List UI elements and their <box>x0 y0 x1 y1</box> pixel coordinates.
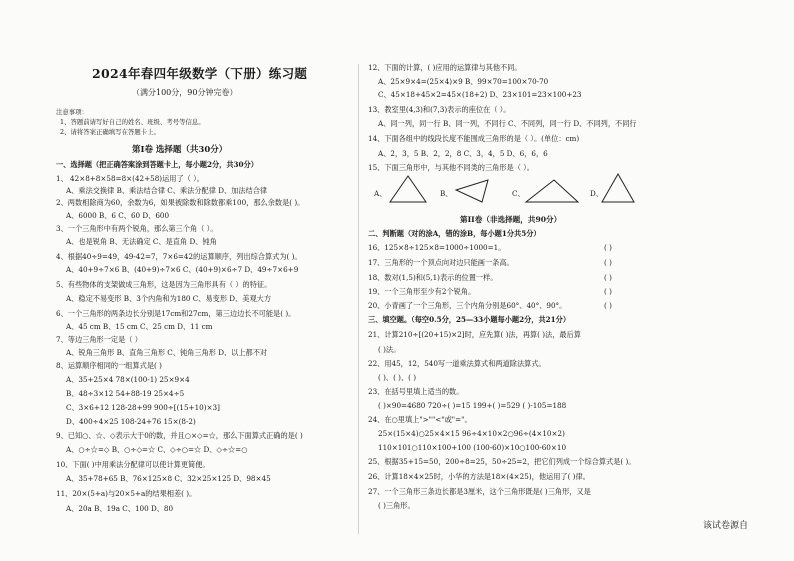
option-line: A、25×9×4=(25×4)×9 B、99×70=100×70-70 <box>378 77 549 86</box>
question-line: 13、教室里(4,3)和(7,3)表示的座位在（ ）。 <box>368 105 511 114</box>
option-line: A、锐角三角形 B、直角三角形 C、钝角三角形 D、以上都不对 <box>66 348 268 357</box>
option-line: C、3×6+12 128-28+99 900÷[(15+10)×3] <box>66 403 220 412</box>
option-line: A、35+25×4 78×(100-1) 25×9×4 <box>66 375 190 384</box>
note-line: 1、答题前请写好自己的姓名、班级、考号等信息。 <box>60 118 205 126</box>
judge-question: 20、小青画了一个三角形，三个内角分别是60°、40°、90°。 <box>368 301 567 310</box>
judge-question: 19、一个三角形至少有2个锐角。 <box>368 287 476 296</box>
triangle-label-d: D、 <box>590 189 603 198</box>
fill-question: ( )三角形。 <box>378 501 415 510</box>
question-line: 6、一个三角形的两条边长分别是17cm和27cm，第三边边长不可能是( )。 <box>56 309 296 318</box>
triangle-d-figure <box>600 172 636 204</box>
question-line: 14、下面各组中的线段长度不能围成三角形的是（ ）。(单位：cm) <box>368 134 580 143</box>
triangle-b-figure <box>454 178 494 204</box>
answer-blank[interactable]: ( ) <box>604 287 612 296</box>
judge-question: 16、125×8÷125×8=1000÷1000=1。 <box>368 243 506 252</box>
note-line: 2、请将答案正确填写在答题卡上。 <box>60 128 160 136</box>
section-one-heading: 一、选择题（把正确答案涂到答题卡上，每小题2分，共30分） <box>56 160 258 169</box>
part2-heading: 第II卷（非选择题，共90分） <box>460 215 562 224</box>
fill-question: 110×101○110×100+100 (100-60)×10○100-60×10 <box>378 443 567 452</box>
fill-question: 22、用45，12，540写一道乘法算式和两道除法算式。 <box>368 359 546 368</box>
fill-question: 25、根据35+15=50，200÷8=25，50÷25=2，把它们列成一个综合算式是( )。 <box>368 457 636 466</box>
fill-section-heading: 三、填空题。（每空0.5分，25—33小题每小题2分，共21分） <box>368 315 571 324</box>
question-line: 4、根据40÷9=49，49-42=7，7×6=42的运算顺序，列出综合算式为( )。 <box>56 252 302 261</box>
triangle-c-figure <box>524 178 580 204</box>
question-line: 3、一个三角形中有两个锐角，那么第三个角（ ）。 <box>56 224 218 233</box>
judge-question: 18、数对(1,5)和(5,1)表示的位置一样。 <box>368 273 498 282</box>
fill-question: 27、一个三角形三条边长都是3厘米，这个三角形既是( )三角形，又是 <box>368 487 591 496</box>
notes-heading: 注意事项： <box>56 108 88 116</box>
page-subtitle: （满分100分，90分钟完卷） <box>132 88 238 97</box>
option-line: A、40+9÷7×6 B、(40+9)÷7×6 C、(40+9)×6÷7 D、49÷7×6+9 <box>66 265 299 274</box>
option-line: D、400÷4×25 108-24+76 15×(8-2) <box>66 417 196 426</box>
option-line: A、2，3，5 B、2，2，8 C、3，4，5 D、6，6，6 <box>378 149 548 158</box>
part1-heading: 第Ⅰ卷 选择题（共30分） <box>132 145 228 155</box>
answer-blank[interactable]: ( ) <box>604 273 612 282</box>
option-line: A、○÷☆=◇ B、○÷◇=☆ C、◇÷○=☆ D、◇÷☆=○ <box>66 445 248 454</box>
option-line: A、20a B、19a C、100 D、80 <box>66 504 174 513</box>
answer-blank[interactable]: ( ) <box>604 258 612 267</box>
fill-question: ( )、( )、( ) <box>378 373 417 382</box>
judge-question: 17、三角形的一个顶点向对边只能画一条高。 <box>368 258 514 267</box>
fill-question: ( )法。 <box>378 345 401 354</box>
option-line: C、45×18+45×2=45×(18+2) D、23×101=23×100+23 <box>378 90 582 99</box>
triangle-label-b: B、 <box>440 189 453 198</box>
triangle-a-figure <box>388 174 428 204</box>
option-line: A、也是锐角 B、无法确定 C、是直角 D、钝角 <box>66 237 217 246</box>
option-line: A、稳定不易变形 B、3个内角和为180 C、易变形 D、美观大方 <box>66 294 272 303</box>
fill-question: 26、计算18×4×25时，小华的方法是18×(4×25)，他运用了( )律。 <box>368 472 590 481</box>
question-line: 11、20×(5+a)与20×5+a的结果相差( )。 <box>56 489 197 498</box>
option-line: A、35+78+65 B、76×125×8 C、32×25×125 D、98×45 <box>66 474 271 483</box>
triangle-label-a: A、 <box>374 189 387 198</box>
column-divider <box>358 64 359 534</box>
option-line: A、45 cm B、15 cm C、25 cm D、11 cm <box>66 322 213 331</box>
question-line: 8、运算顺序相同的一组算式是( ) <box>56 361 162 370</box>
question-line: 2、两数相除商为60，余数为6，如果被除数和除数都乘100，那么余数是( )。 <box>56 198 305 207</box>
answer-blank[interactable]: ( ) <box>604 243 612 252</box>
question-line: 12、下面的计算，( )应用的运算律与其他不同。 <box>368 63 522 72</box>
fill-question: 25×(15×4)○25×4×15 96÷4×10×2○96÷(4×10×2) <box>378 429 565 438</box>
fill-question: 21、计算210÷[(20+15)×2]时，应先算( )法，再算( )法，最后算 <box>368 330 581 339</box>
fill-question: 24、在○里填上">""<"或"="。 <box>368 415 472 424</box>
fill-question: 23、在括号里填上适当的数。 <box>368 387 464 396</box>
question-line: 15、下面三角形中，与其他不同类的三角形是（ ）。 <box>368 163 534 172</box>
footer-source-label: 该试卷源自 <box>703 521 749 531</box>
answer-blank[interactable]: ( ) <box>604 301 612 310</box>
option-line: A、6000 B、6 C、60 D、600 <box>66 211 170 220</box>
question-line: 7、等边三角形一定是（ ） <box>56 335 142 344</box>
option-line: B、48÷3×12 54+88-19 25×4÷5 <box>66 389 185 398</box>
question-line: 5、有些物体的支架做成三角形，这是因为三角形具有（ ）的特征。 <box>56 280 272 289</box>
fill-question: ( )×90=4680 720÷( )=15 199+( )=529 ( )-105=188 <box>378 401 567 410</box>
question-line: 1、 42×8+8×58=8×(42+58)运用了（ ）。 <box>56 174 204 183</box>
question-line: 10、下面( )中用乘法分配律可以使计算更简便。 <box>56 460 210 469</box>
page-title: 2024年春四年级数学（下册）练习题 <box>92 66 308 81</box>
option-line: A、乘法交换律 B、乘法结合律 C、乘法分配律 D、加法结合律 <box>66 186 268 195</box>
option-line: A、同一列，同一行 B、同一列，不同行 C、不同列，同一行 D、不同列，不同行 <box>378 119 637 128</box>
triangle-label-c: C、 <box>512 189 525 198</box>
question-line: 9、已知○、☆、◇表示大于0的数，并且○×◇=☆，那么下面算式正确的是( ) <box>56 431 303 440</box>
judge-section-heading: 二、判断题（对的涂A，错的涂B，每小题1分共5分） <box>368 229 541 238</box>
